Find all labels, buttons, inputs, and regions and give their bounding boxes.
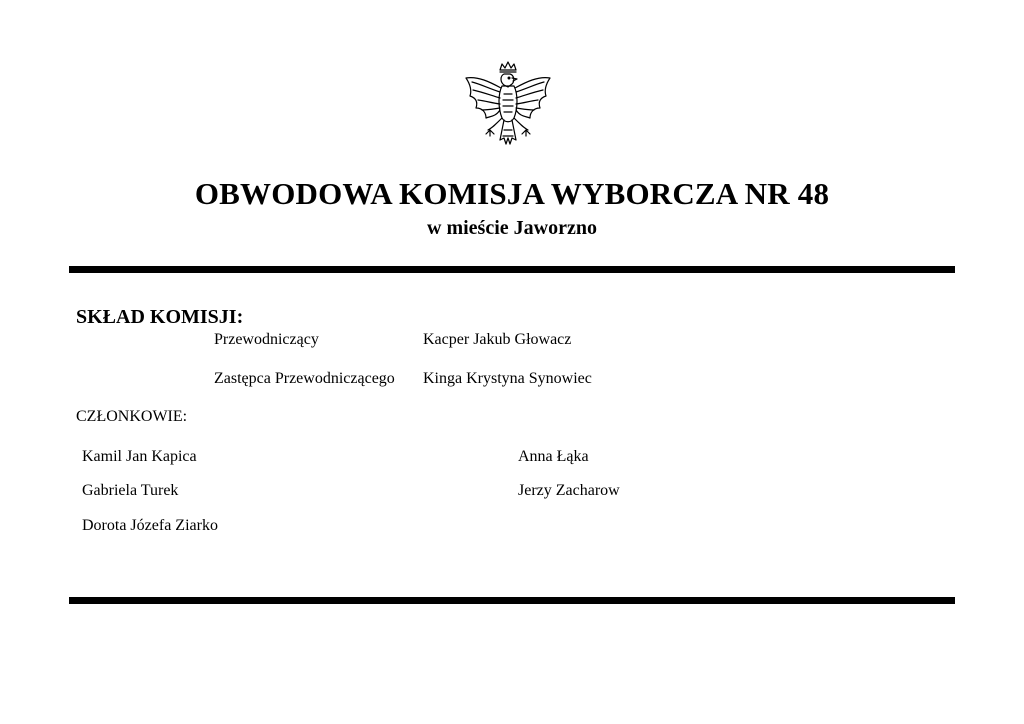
deputy-chair-name: Kinga Krystyna Synowiec (423, 370, 592, 387)
chair-role-label: Przewodniczący (214, 331, 319, 348)
committee-location: w mieście Jaworzno (427, 217, 597, 239)
top-divider (69, 266, 955, 273)
bottom-divider (69, 597, 955, 604)
member-name: Gabriela Turek (82, 482, 179, 499)
member-name: Anna Łąka (518, 448, 589, 465)
composition-heading: SKŁAD KOMISJI: (76, 306, 244, 328)
chair-name: Kacper Jakub Głowacz (423, 331, 572, 348)
members-heading: CZŁONKOWIE: (76, 408, 188, 425)
committee-title: OBWODOWA KOMISJA WYBORCZA NR 48 (194, 176, 830, 211)
member-name: Jerzy Zacharow (518, 482, 620, 499)
member-name: Dorota Józefa Ziarko (82, 517, 218, 534)
eagle-emblem-icon (460, 60, 556, 160)
member-name: Kamil Jan Kapica (82, 448, 197, 465)
deputy-chair-role-label: Zastępca Przewodniczącego (214, 370, 395, 387)
